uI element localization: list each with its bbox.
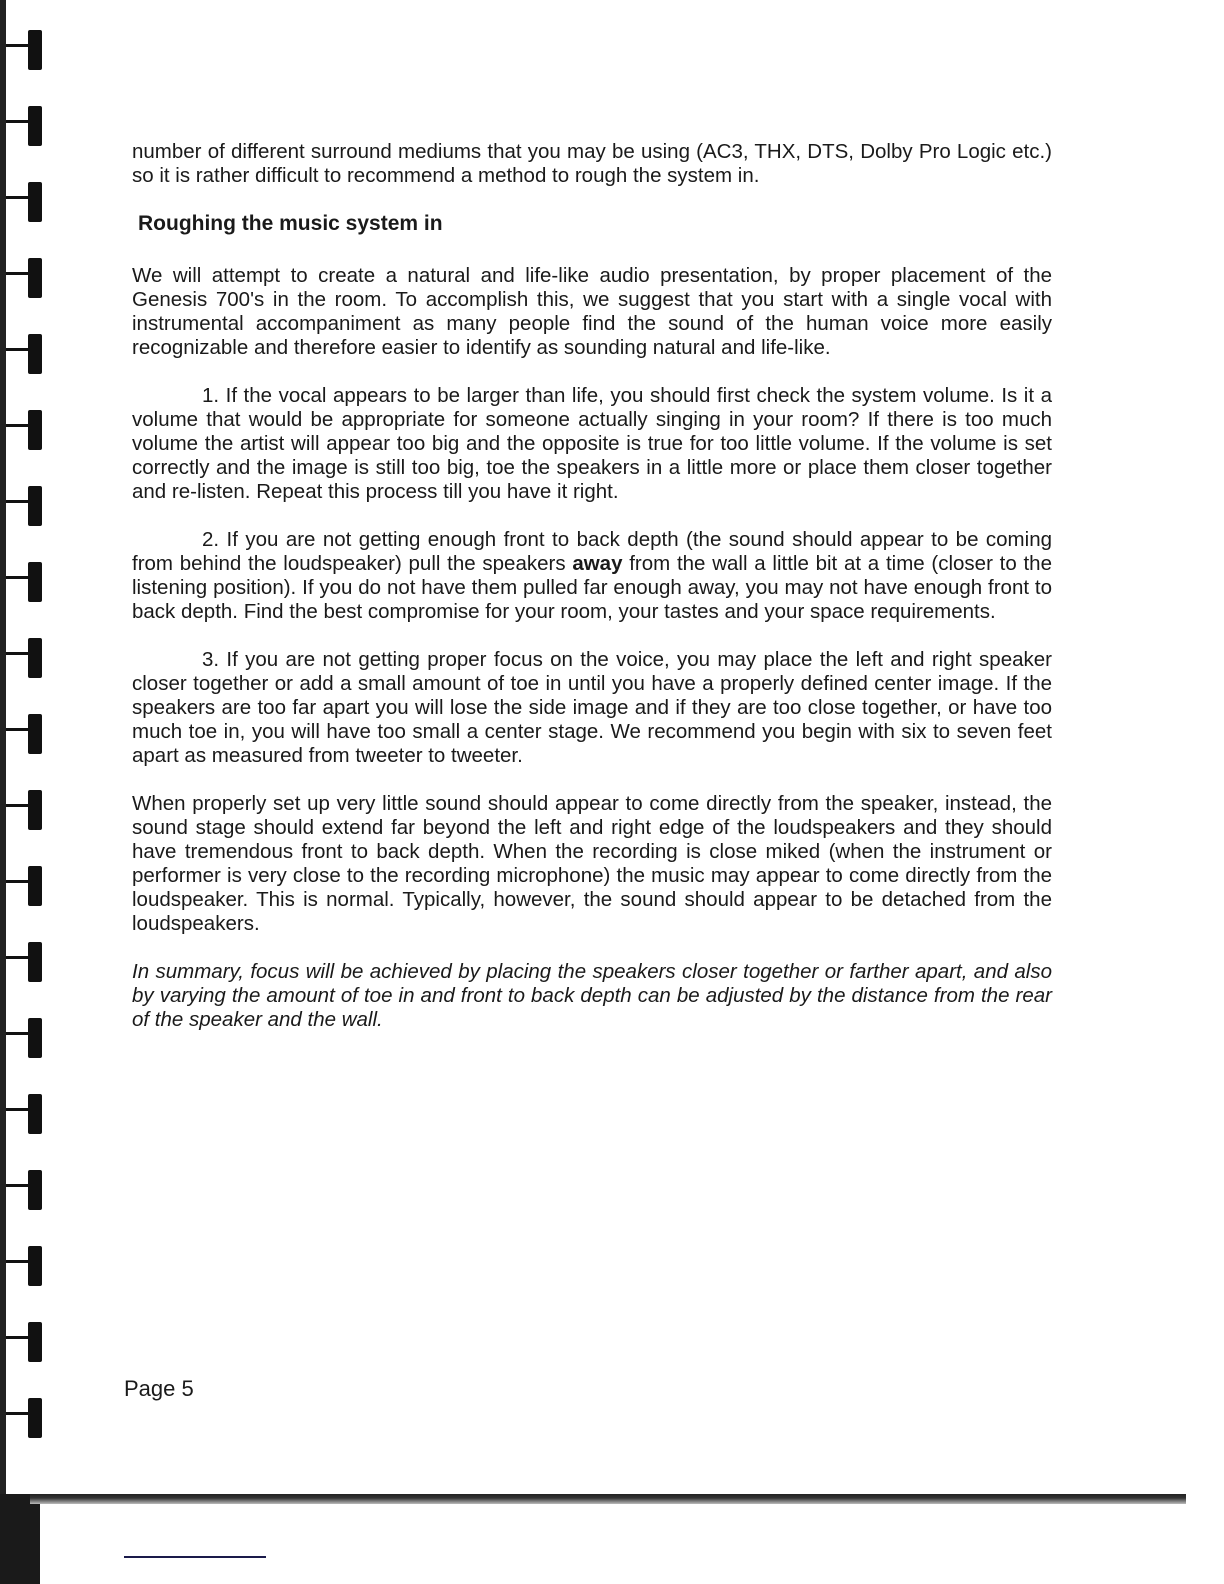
binding-hole xyxy=(28,410,42,450)
intro-paragraph: number of different surround mediums that you may be using (AC3, THX, DTS, Dolby Pro Logic etc.) so it is rather difficult to recommend a method to rough the system in. xyxy=(132,140,1052,187)
binding-edge xyxy=(0,0,6,1584)
binding-hook xyxy=(6,804,30,807)
binding-hole xyxy=(28,714,42,754)
binding-hole xyxy=(28,486,42,526)
binding-hole xyxy=(28,1398,42,1438)
binding-hook xyxy=(6,576,30,579)
binding-hole xyxy=(28,106,42,146)
binding-hole xyxy=(28,1170,42,1210)
numbered-item-2 xyxy=(132,528,1052,624)
binding-hole xyxy=(28,638,42,678)
binding-hook xyxy=(6,728,30,731)
bottom-binding-block xyxy=(0,1494,40,1584)
binding-hook xyxy=(6,1032,30,1035)
binding-hook xyxy=(6,44,30,47)
binding-hole xyxy=(28,182,42,222)
numbered-item-3: 3. If you are not getting proper focus on the voice, you may place the left and right speaker closer together or add a small amount of toe in until you have a properly defined center image. If the speakers are too far apart you will lose the side image and if they are too close together, or have too much toe in, you will have too small a center stage. We recommend you begin with six to seven feet apart as measured from tweeter to tweeter. xyxy=(132,648,1052,767)
item-2-bold-word: away xyxy=(572,552,623,575)
binding-hook xyxy=(6,1108,30,1111)
binding-hook xyxy=(6,272,30,275)
binding-hole xyxy=(28,562,42,602)
binding-hook xyxy=(6,880,30,883)
binding-hole xyxy=(28,1322,42,1362)
body-paragraph-2: When properly set up very little sound should appear to come directly from the speaker, instead, the sound stage should extend far beyond the left and right edge of the loudspeakers and they should have tremendous front to back depth. When the recording is close miked (when the instrument or performer is very close to the recording microphone) the music may appear to come directly from the loudspeaker. This is normal. Typically, however, the sound should appear to be detached from the loudspeakers. xyxy=(132,792,1052,935)
item-2-text-after: from the wall a little bit at a time (closer to the listening position). If you do not have them pulled far enough away, you may not have enough front to back depth. Find the best compromise for your room, your tastes and your space requirements. xyxy=(132,552,1052,623)
bottom-rule xyxy=(124,1556,266,1558)
binding-hole xyxy=(28,942,42,982)
binding-hole xyxy=(28,1018,42,1058)
body-paragraph-1: We will attempt to create a natural and life-like audio presentation, by proper placement of the Genesis 700's in the room. To accomplish this, we suggest that you start with a single vocal with instrumental accompaniment as many people find the sound of the human voice more easily recognizable and therefore easier to identify as sounding natural and life-like. xyxy=(132,264,1052,359)
binding-hook xyxy=(6,1336,30,1339)
binding-hole xyxy=(28,258,42,298)
item-2-text-before: 2. If you are not getting enough front to back depth (the sound should appear to be coming from behind the loudspeaker) pull the speakers xyxy=(132,528,1052,575)
binding-hook xyxy=(6,120,30,123)
binding-hole xyxy=(28,334,42,374)
binding-hook xyxy=(6,1184,30,1187)
numbered-item-1: 1. If the vocal appears to be larger than life, you should first check the system volume. Is it a volume that would be appropriate for someone actually singing in your room? If there is too much volume the artist will appear too big and the opposite is true for too little volume. If the volume is set correctly and the image is still too big, toe the speakers in a little more or place them closer together and re-listen. Repeat this process till you have it right. xyxy=(132,384,1052,503)
binding-hole xyxy=(28,790,42,830)
binding-hook xyxy=(6,424,30,427)
binding-hole xyxy=(28,866,42,906)
binding-hole xyxy=(28,1246,42,1286)
section-heading: Roughing the music system in xyxy=(138,212,443,235)
binding-hook xyxy=(6,196,30,199)
spiral-binding xyxy=(0,0,48,1584)
binding-hook xyxy=(6,1260,30,1263)
binding-hook xyxy=(6,956,30,959)
summary-paragraph: In summary, focus will be achieved by placing the speakers closer together or farther apart, and also by varying the amount of toe in and front to back depth can be adjusted by the distance from the rear of the speaker and the wall. xyxy=(132,960,1052,1031)
binding-hook xyxy=(6,500,30,503)
binding-hook xyxy=(6,348,30,351)
page-content xyxy=(132,140,1052,1032)
binding-hole xyxy=(28,30,42,70)
binding-hook xyxy=(6,1412,30,1415)
binding-hole xyxy=(28,1094,42,1134)
binding-hook xyxy=(6,652,30,655)
page-number: Page 5 xyxy=(124,1376,194,1401)
page-bottom-edge xyxy=(30,1494,1186,1504)
